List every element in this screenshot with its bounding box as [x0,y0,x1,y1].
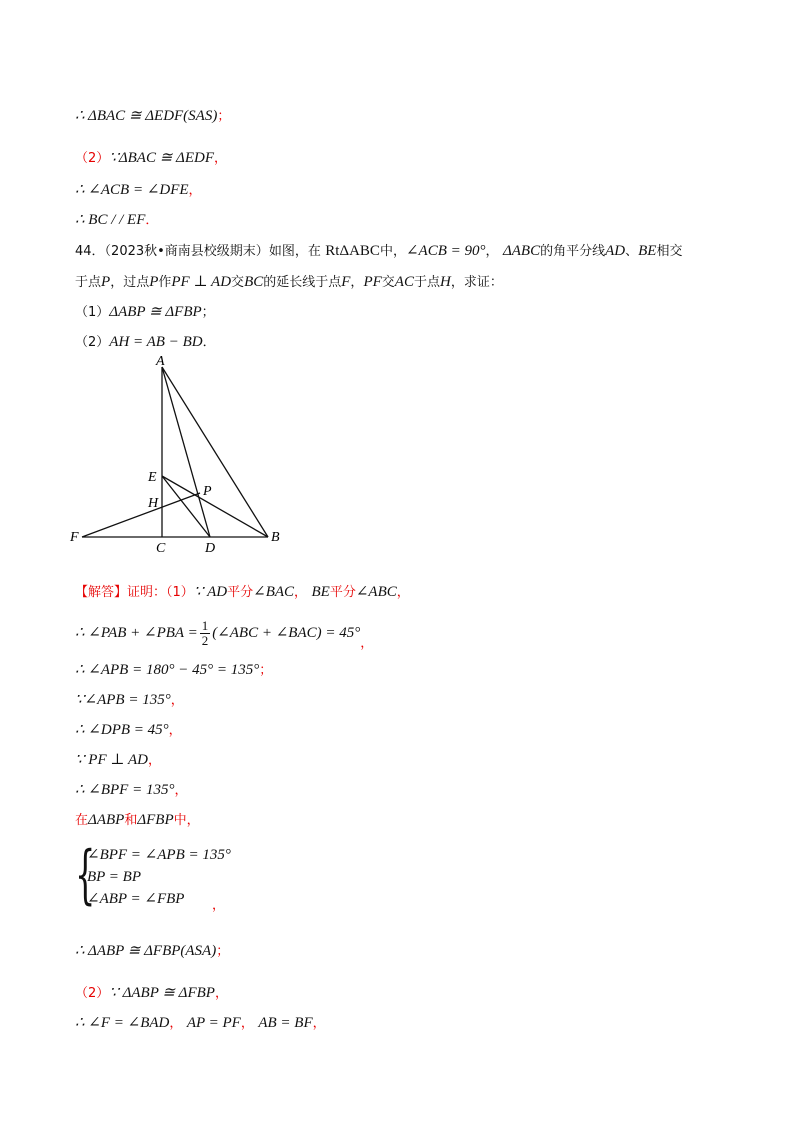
segment-fp [82,493,200,537]
label-h: H [148,496,159,511]
problem-44-question-2: （2）AH = AB − BD． [75,334,216,350]
solution-line-9: ∴ ΔABP ≅ ΔFBP(ASA)； [75,943,230,959]
solution-line-6: ∵ PF ⊥ AD， [75,752,161,768]
segment-eb [162,476,268,537]
solution-line-4: ∵∠APB = 135°， [75,692,184,708]
solution-line-3: ∴ ∠APB = 180° − 45° = 135°； [75,662,273,678]
solution-line-10: （2）∵ ΔABP ≅ ΔFBP， [75,985,228,1001]
fraction-one-half: $\frac{1}{2}$ [201,617,209,648]
label-f: F [70,530,79,545]
proof-line-part2-given: （2）∵ΔBAC ≅ ΔEDF， [75,150,228,166]
solution-line-5: ∴ ∠DPB = 45°， [75,722,182,738]
system-line-2: BP = BP [87,869,142,885]
system-line-3: ∠ABP = ∠FBP [87,891,185,907]
label-p: P [203,484,212,499]
label-c: C [156,541,166,555]
solution-line-7: ∴ ∠BPF = 135°， [75,782,188,798]
label-d: D [205,541,216,555]
problem-44-line2: 于点P，过点P作PF ⊥ AD交BC的延长线于点F，PF交AC于点H，求证： [75,274,503,290]
segment-ab [162,367,268,537]
proof-line-angle-equal: ∴ ∠ACB = ∠DFE， [75,182,202,198]
solution-line-11: ∴ ∠F = ∠BAD， AP = PF， AB = BF， [75,1015,326,1031]
solution-line-2: ∴ ∠PAB + ∠PBA = $\frac{1}{2}$ (∠ABC + ∠BAC) = 45°， [75,617,374,651]
label-b: B [271,530,280,545]
solution-line-1: 【解答】证明：（1）∵ AD平分∠BAC， BE平分∠ABC， [75,584,410,600]
problem-44-question-1: （1）ΔABP ≅ ΔFBP； [75,304,215,320]
system-line-1: ∠BPF = ∠APB = 135° [87,847,231,863]
label-a: A [156,355,165,369]
geometry-figure [60,355,300,555]
problem-44-line1: 44．（2023秋•商南县校级期末）如图，在 RtΔABC中，∠ACB = 90°， ΔABC的角平分线AD、BE相交 [75,243,683,259]
proof-line-congruence-sas: ∴ ΔBAC ≅ ΔEDF(SAS)； [75,108,231,124]
system-punct: ， [212,898,226,913]
proof-line-parallel: ∴ BC / / EF． [75,212,159,228]
solution-line-8: 在ΔABP和ΔFBP中， [75,812,200,828]
label-e: E [148,470,157,485]
segment-ad [162,367,210,537]
left-brace: { [75,838,96,912]
